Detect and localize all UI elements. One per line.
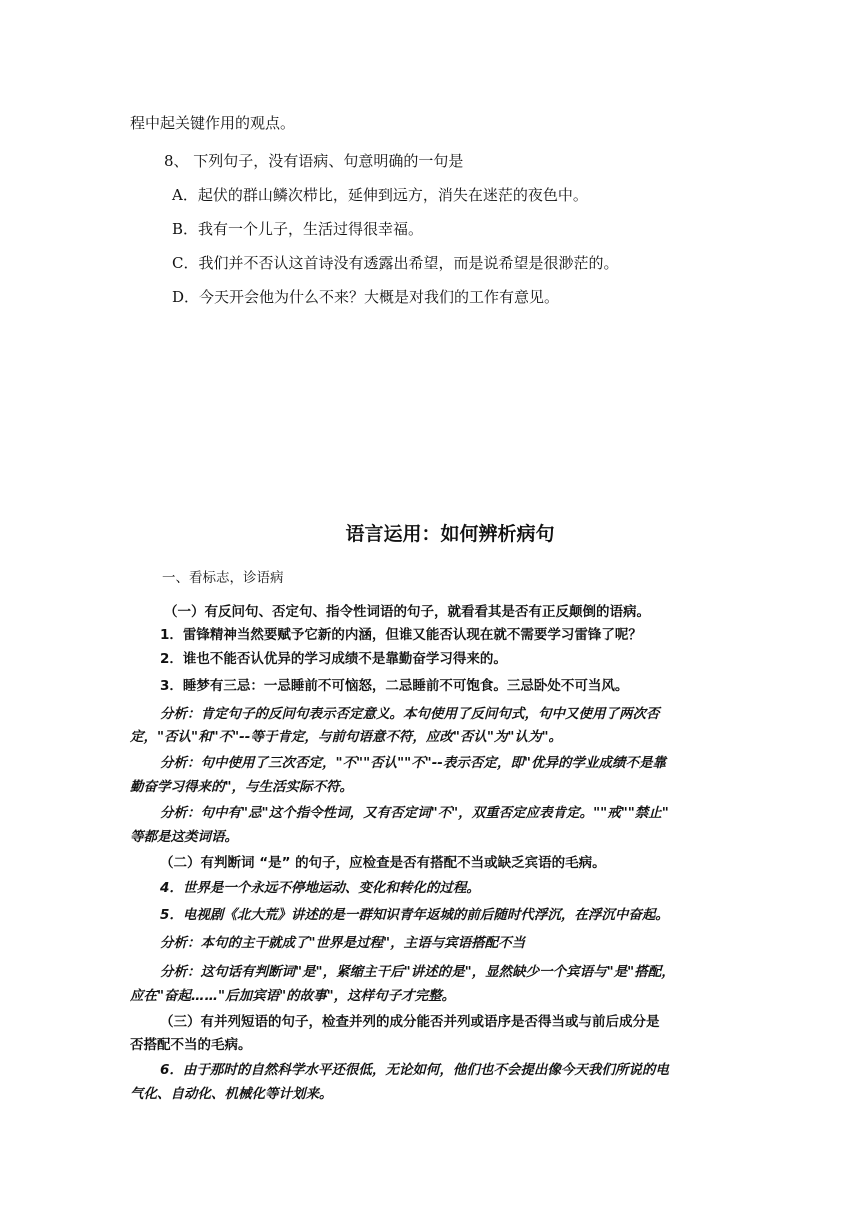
option-b: B．我有一个儿子，生活过得很幸福。 bbox=[172, 220, 424, 238]
example-5: 5．电视剧《北大荒》讲述的是一群知识青年返城的前后随时代浮沉，在浮沉中奋起。 bbox=[160, 907, 669, 923]
option-a: A．起伏的群山鳞次栉比，延伸到远方，消失在迷茫的夜色中。 bbox=[172, 186, 588, 204]
analysis-3-line2: 等都是这类词语。 bbox=[130, 829, 238, 845]
example-6-line2: 气化、自动化、机械化等计划来。 bbox=[130, 1086, 333, 1102]
example-2: 2．谁也不能否认优异的学习成绩不是靠勤奋学习得来的。 bbox=[160, 651, 507, 667]
subsection-3-line2: 否搭配不当的毛病。 bbox=[130, 1037, 252, 1053]
subsection-2: （二）有判断词 “是” 的句子，应检查是否有搭配不当或缺乏宾语的毛病。 bbox=[160, 855, 606, 871]
section-heading: 一、看标志，诊语病 bbox=[162, 570, 284, 586]
option-d: D．今天开会他为什么不来？大概是对我们的工作有意见。 bbox=[172, 288, 560, 306]
subsection-3-line1: （三）有并列短语的句子，检查并列的成分能否并列或语序是否得当或与前后成分是 bbox=[160, 1014, 660, 1030]
continuation-text: 程中起关键作用的观点。 bbox=[130, 114, 296, 132]
analysis-2-line1: 分析：句中使用了三次否定，"不""否认""不"--表示否定，即"优异的学业成绩不是靠 bbox=[160, 755, 666, 771]
example-1: 1．雷锋精神当然要赋予它新的内涵，但谁又能否认现在就不需要学习雷锋了呢？ bbox=[160, 627, 642, 643]
subsection-1: （一）有反问句、否定句、指令性词语的句子，就看看其是否有正反颠倒的语病。 bbox=[164, 604, 650, 620]
analysis-1-line1: 分析：肯定句子的反问句表示否定意义。本句使用了反问句式，句中又使用了两次否 bbox=[160, 706, 660, 722]
example-3: 3．睡梦有三忌：一忌睡前不可恼怒，二忌睡前不可饱食。三忌卧处不可当风。 bbox=[160, 678, 629, 694]
example-4: 4．世界是一个永远不停地运动、变化和转化的过程。 bbox=[160, 880, 480, 896]
article-title: 语言运用：如何辨析病句 bbox=[345, 523, 555, 545]
analysis-2-line2: 勤奋学习得来的"，与生活实际不符。 bbox=[130, 779, 354, 795]
analysis-1-line2: 定，"否认"和"不"--等于肯定，与前句语意不符，应改"否认"为"认为"。 bbox=[130, 729, 562, 745]
example-6-line1: 6．由于那时的自然科学水平还很低，无论如何，他们也不会提出像今天我们所说的电 bbox=[160, 1062, 669, 1078]
question-8: 8、 下列句子，没有语病、句意明确的一句是 bbox=[164, 152, 464, 170]
analysis-5-line2: 应在"奋起……"后加宾语"的故事"，这样句子才完整。 bbox=[130, 988, 456, 1004]
analysis-4: 分析：本句的主干就成了"世界是过程"，主语与宾语搭配不当 bbox=[160, 935, 526, 951]
analysis-3-line1: 分析：句中有"忌"这个指令性词，又有否定词"不"，双重否定应表肯定。""戒""禁止" bbox=[160, 805, 669, 821]
analysis-5-line1: 分析：这句话有判断词"是"，紧缩主干后"讲述的是"，显然缺少一个宾语与"是"搭配， bbox=[160, 964, 675, 980]
option-c: C．我们并不否认这首诗没有透露出希望，而是说希望是很渺茫的。 bbox=[172, 254, 619, 272]
